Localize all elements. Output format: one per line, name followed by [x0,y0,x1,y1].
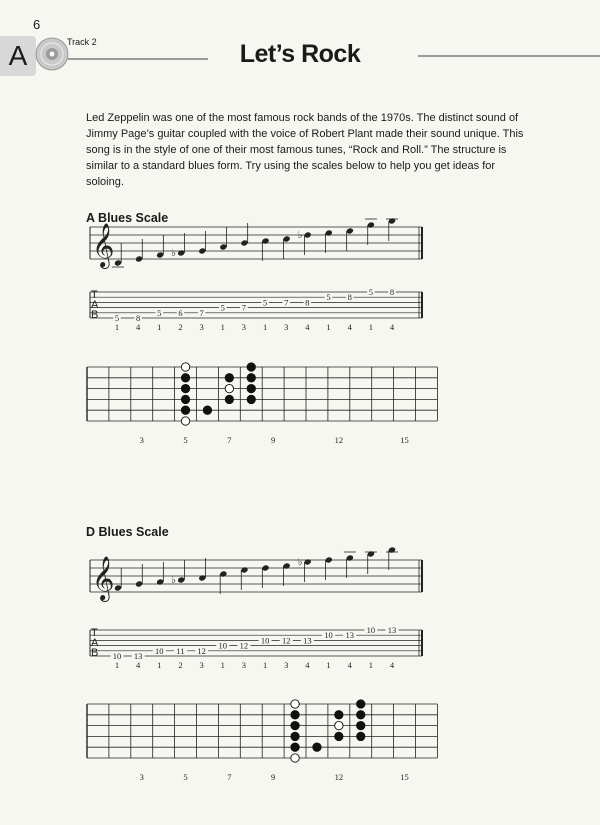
tab-fret-number: 13 [303,635,312,646]
tab-fret-number: 7 [284,297,289,308]
tab-fret-number: 10 [260,635,270,646]
tab-fret-number: 6 [178,307,183,318]
fingering-number: 1 [220,322,225,332]
fingering-number: 4 [347,322,352,332]
fingering-number: 1 [220,660,225,670]
tab-fret-number: 13 [387,625,397,635]
section-letter: A [0,36,36,76]
tab-fret-number: 13 [345,630,354,641]
fret-position-number: 5 [183,772,188,782]
fingering-number: 3 [241,660,247,670]
fret-position-number: 9 [271,435,276,445]
flat-sign: ♭ [171,248,176,259]
fingering-number: 4 [389,660,395,670]
scale-note-dot [291,732,299,740]
fret-position-number: 15 [400,772,409,782]
tab-fret-number: 12 [197,645,206,656]
tab-fret-number: 10 [155,645,164,656]
fingering-number: 4 [136,660,141,670]
scale-note-dot [313,743,321,751]
root-note-dot [291,754,299,762]
tab-fret-number: 7 [241,302,247,313]
tab-fret-number: 8 [347,292,352,303]
flat-sign: ♭ [171,575,176,586]
treble-clef: 𝄞 [92,223,115,267]
fingering-number: 1 [326,660,331,670]
tab-fret-number: 10 [366,625,376,635]
fingering-number: 1 [157,660,162,670]
tab-fret-number: 10 [218,640,228,651]
tab-fret-number: 8 [305,297,310,308]
tab-fret-number: 5 [368,287,373,297]
tab-letter: T [91,289,98,301]
scale-note-dot [335,711,343,719]
scale-note-dot [291,743,299,751]
tab-letter: B [91,647,99,659]
fret-position-number: 3 [139,772,144,782]
tab-fret-number: 5 [220,302,225,313]
fingering-number: 3 [241,322,247,332]
fret-position-number: 7 [227,772,232,782]
intro-paragraph: Led Zeppelin was one of the most famous rock bands of the 1970s. The distinct sound of Jimmy Page’s guitar coupled with the voice of Robert Plant made their sound unique. This song is in the style of one of their most famous tunes, “Rock and Roll.” The structure is similar to a standard blues form. Try using the scales below to help you get ideas for soloing. [86,112,524,188]
fingering-number: 1 [157,322,162,332]
tab-fret-number: 13 [133,651,143,661]
a-scale-title: A Blues Scale [86,211,169,225]
tab-fret-number: 12 [239,640,249,651]
fret-position-number: 12 [334,435,344,445]
scale-note-dot [335,732,343,740]
scale-note-dot [357,700,365,708]
fret-position-number: 5 [183,435,188,445]
tab-fret-number: 7 [199,307,204,318]
flat-sign: ♭ [297,557,303,568]
fingering-number: 3 [284,322,289,332]
scale-note-dot [357,732,365,740]
fret-position-number: 7 [227,435,232,445]
tab-fret-number: 5 [262,297,268,308]
tab-fret-number: 10 [324,630,333,641]
scale-note-dot [291,721,299,729]
scale-note-dot [357,721,365,729]
tab-fret-number: 12 [281,635,291,646]
tab-fret-number: 5 [326,292,331,303]
fingering-number: 3 [284,660,289,670]
fingering-number: 1 [114,322,120,332]
tab-letter: T [91,627,98,639]
fingering-number: 3 [199,660,204,670]
fingering-number: 1 [262,322,268,332]
tab-fret-number: 11 [176,645,185,656]
d-scale-title: D Blues Scale [86,525,169,539]
tab-fret-number: 8 [389,287,395,297]
track-label: Track 2 [67,37,97,47]
fingering-number: 1 [326,322,331,332]
fingering-number: 4 [389,322,395,332]
fingering-number: 2 [178,322,183,332]
fingering-number: 1 [368,322,373,332]
tab-letter: A [91,299,99,311]
fingering-number: 1 [114,660,120,670]
root-note-dot [335,721,343,729]
tab-fret-number: 8 [136,313,141,323]
tab-letter: B [91,309,99,321]
fingering-number: 4 [305,322,310,332]
fret-position-number: 12 [334,772,344,782]
page-number: 6 [33,17,41,32]
fingering-number: 4 [136,322,141,332]
tab-fret-number: 5 [157,307,162,318]
tab-fret-number: 5 [114,313,120,323]
fingering-number: 3 [199,322,204,332]
fingering-number: 4 [305,660,310,670]
fret-position-number: 3 [139,435,144,445]
scale-note-dot [357,711,365,719]
fret-position-number: 15 [400,435,409,445]
fingering-number: 1 [262,660,268,670]
scale-note-dot [291,711,299,719]
fingering-number: 4 [347,660,352,670]
treble-clef: 𝄞 [92,556,115,600]
fingering-number: 1 [368,660,373,670]
tab-fret-number: 10 [112,651,122,661]
root-note-dot [291,700,299,708]
flat-sign: ♭ [297,230,303,241]
fingering-number: 2 [178,660,183,670]
tab-letter: A [91,637,99,649]
fret-position-number: 9 [271,772,276,782]
page-title: Let’s Rock [239,40,361,68]
